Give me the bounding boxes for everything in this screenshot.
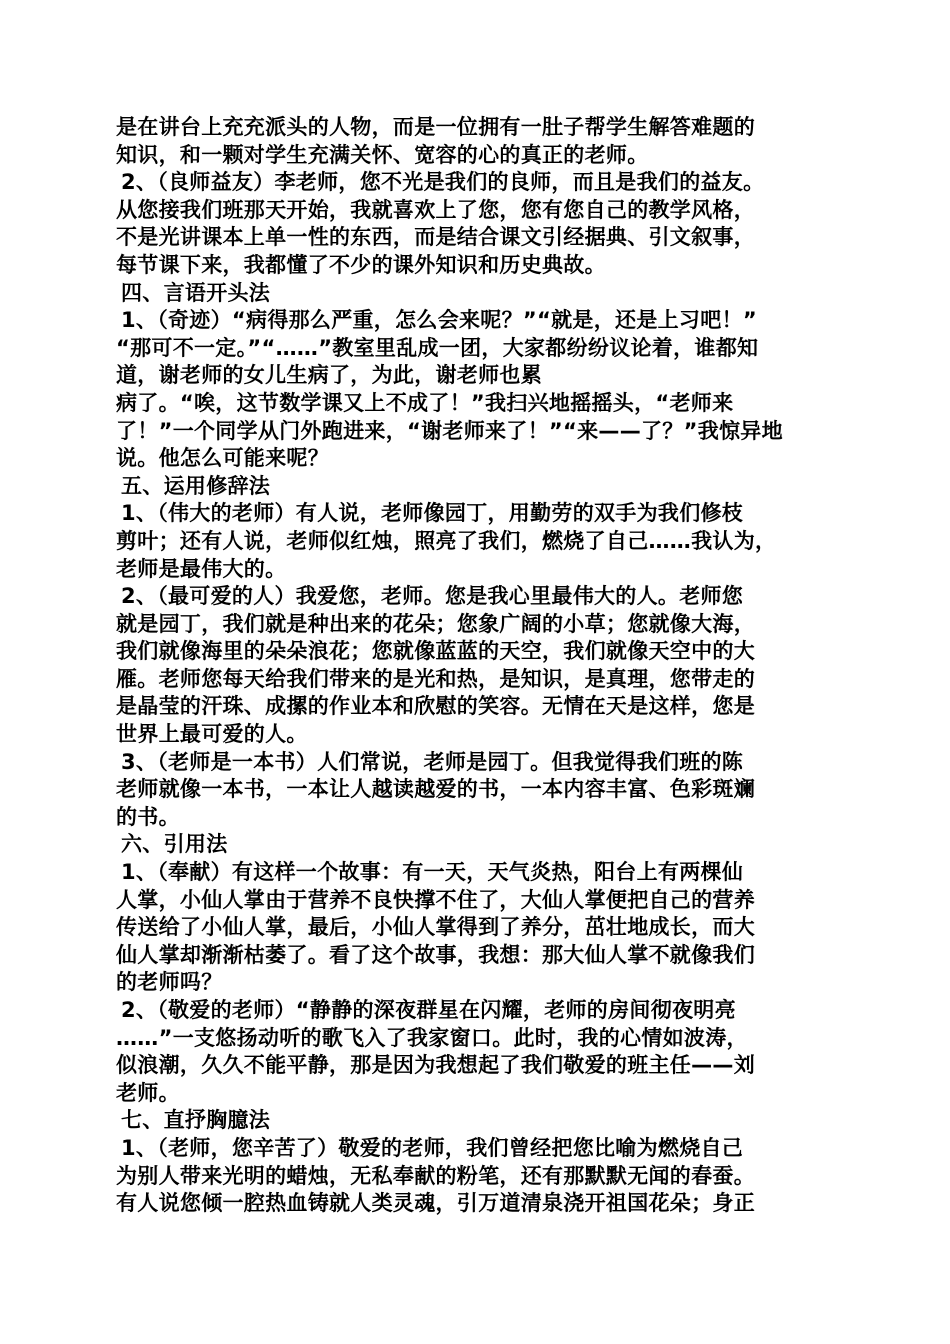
text-line: 老师就像一本书，一本让人越读越爱的书，一本内容丰富、色彩斑斓 xyxy=(116,777,755,802)
text-line: 1、（奇迹）“病得那么严重，怎么会来呢？”“就是，还是上习吧！” xyxy=(121,308,757,333)
text-line: 老师是最伟大的。 xyxy=(116,556,287,581)
text-line: 了！”一个同学从门外跑进来，“谢老师来了！”“来——了？”我惊异地 xyxy=(116,418,783,443)
text-line: 有人说您倾一腔热血铸就人类灵魂，引万道清泉浇开祖国花朵；身正 xyxy=(116,1191,755,1216)
text-line: 3、（老师是一本书）人们常说，老师是园丁。但我觉得我们班的陈 xyxy=(121,749,744,774)
text-line: 1、（伟大的老师）有人说，老师像园丁，用勤劳的双手为我们修枝 xyxy=(121,501,744,526)
text-line: 病了。“唉，这节数学课又上不成了！”我扫兴地摇摇头，“老师来 xyxy=(116,390,734,415)
text-line: 传送给了小仙人掌，最后，小仙人掌得到了养分，茁壮地成长，而大 xyxy=(116,915,755,940)
text-line: 为别人带来光明的蜡烛，无私奉献的粉笔，还有那默默无闻的春蚕。 xyxy=(116,1163,755,1188)
text-line: 1、（老师，您辛苦了）敬爱的老师，我们曾经把您比喻为燃烧自己 xyxy=(121,1135,744,1160)
text-line: 七、直抒胸臆法 xyxy=(121,1108,271,1133)
text-line: 2、（最可爱的人）我爱您，老师。您是我心里最伟大的人。老师您 xyxy=(121,584,744,609)
text-line: 2、（良师益友）李老师，您不光是我们的良师，而且是我们的益友。 xyxy=(121,170,765,195)
text-line: 知识，和一颗对学生充满关怀、宽容的心的真正的老师。 xyxy=(116,142,649,167)
text-line: ……”一支悠扬动听的歌飞入了我家窗口。此时，我的心情如波涛， xyxy=(116,1025,748,1050)
text-line: 从您接我们班那天开始，我就喜欢上了您，您有您自己的教学风格， xyxy=(116,197,755,222)
text-line: 的老师吗？ xyxy=(116,970,223,995)
text-line: 四、言语开头法 xyxy=(121,280,271,305)
text-line: 人掌，小仙人掌由于营养不良快撑不住了，大仙人掌便把自己的营养 xyxy=(116,887,755,912)
text-line: 就是园丁，我们就是种出来的花朵；您象广阔的小草；您就像大海， xyxy=(116,611,755,636)
text-line: 2、（敬爱的老师）“静静的深夜群星在闪耀，老师的房间彻夜明亮 xyxy=(121,998,736,1022)
text-line: 的书。 xyxy=(116,804,180,829)
text-line: 说。他怎么可能来呢？ xyxy=(116,446,329,471)
text-line: 我们就像海里的朵朵浪花；您就像蓝蓝的天空，我们就像天空中的大 xyxy=(116,639,755,664)
text-line: 似浪潮，久久不能平静，那是因为我想起了我们敬爱的班主任——刘 xyxy=(116,1053,755,1078)
text-line: 道，谢老师的女儿生病了，为此，谢老师也累 xyxy=(116,363,542,388)
text-line: 每节课下来，我都懂了不少的课外知识和历史典故。 xyxy=(116,252,606,277)
text-line: 世界上最可爱的人。 xyxy=(116,722,308,747)
text-line: 1、（奉献）有这样一个故事：有一天，天气炎热，阳台上有两棵仙 xyxy=(121,860,744,885)
document-body xyxy=(116,114,846,1218)
text-line: 是晶莹的汗珠、成摞的作业本和欣慰的笑容。无情在天是这样，您是 xyxy=(116,694,755,719)
text-line: 六、引用法 xyxy=(121,832,228,857)
text-line: 仙人掌却渐渐枯萎了。看了这个故事，我想：那大仙人掌不就像我们 xyxy=(116,942,755,967)
text-line: 剪叶；还有人说，老师似红烛，照亮了我们，燃烧了自己……我认为， xyxy=(116,528,777,553)
text-line: 雁。老师您每天给我们带来的是光和热，是知识，是真理，您带走的 xyxy=(116,666,755,691)
text-line: “那可不一定。”“……”教室里乱成一团，大家都纷纷议论着，谁都知 xyxy=(116,335,759,360)
text-line: 五、运用修辞法 xyxy=(121,473,271,498)
text-line: 不是光讲课本上单一性的东西，而是结合课文引经据典、引文叙事， xyxy=(116,225,755,250)
text-line: 是在讲台上充充派头的人物，而是一位拥有一肚子帮学生解答难题的 xyxy=(116,115,755,139)
text-line: 老师。 xyxy=(116,1080,180,1105)
